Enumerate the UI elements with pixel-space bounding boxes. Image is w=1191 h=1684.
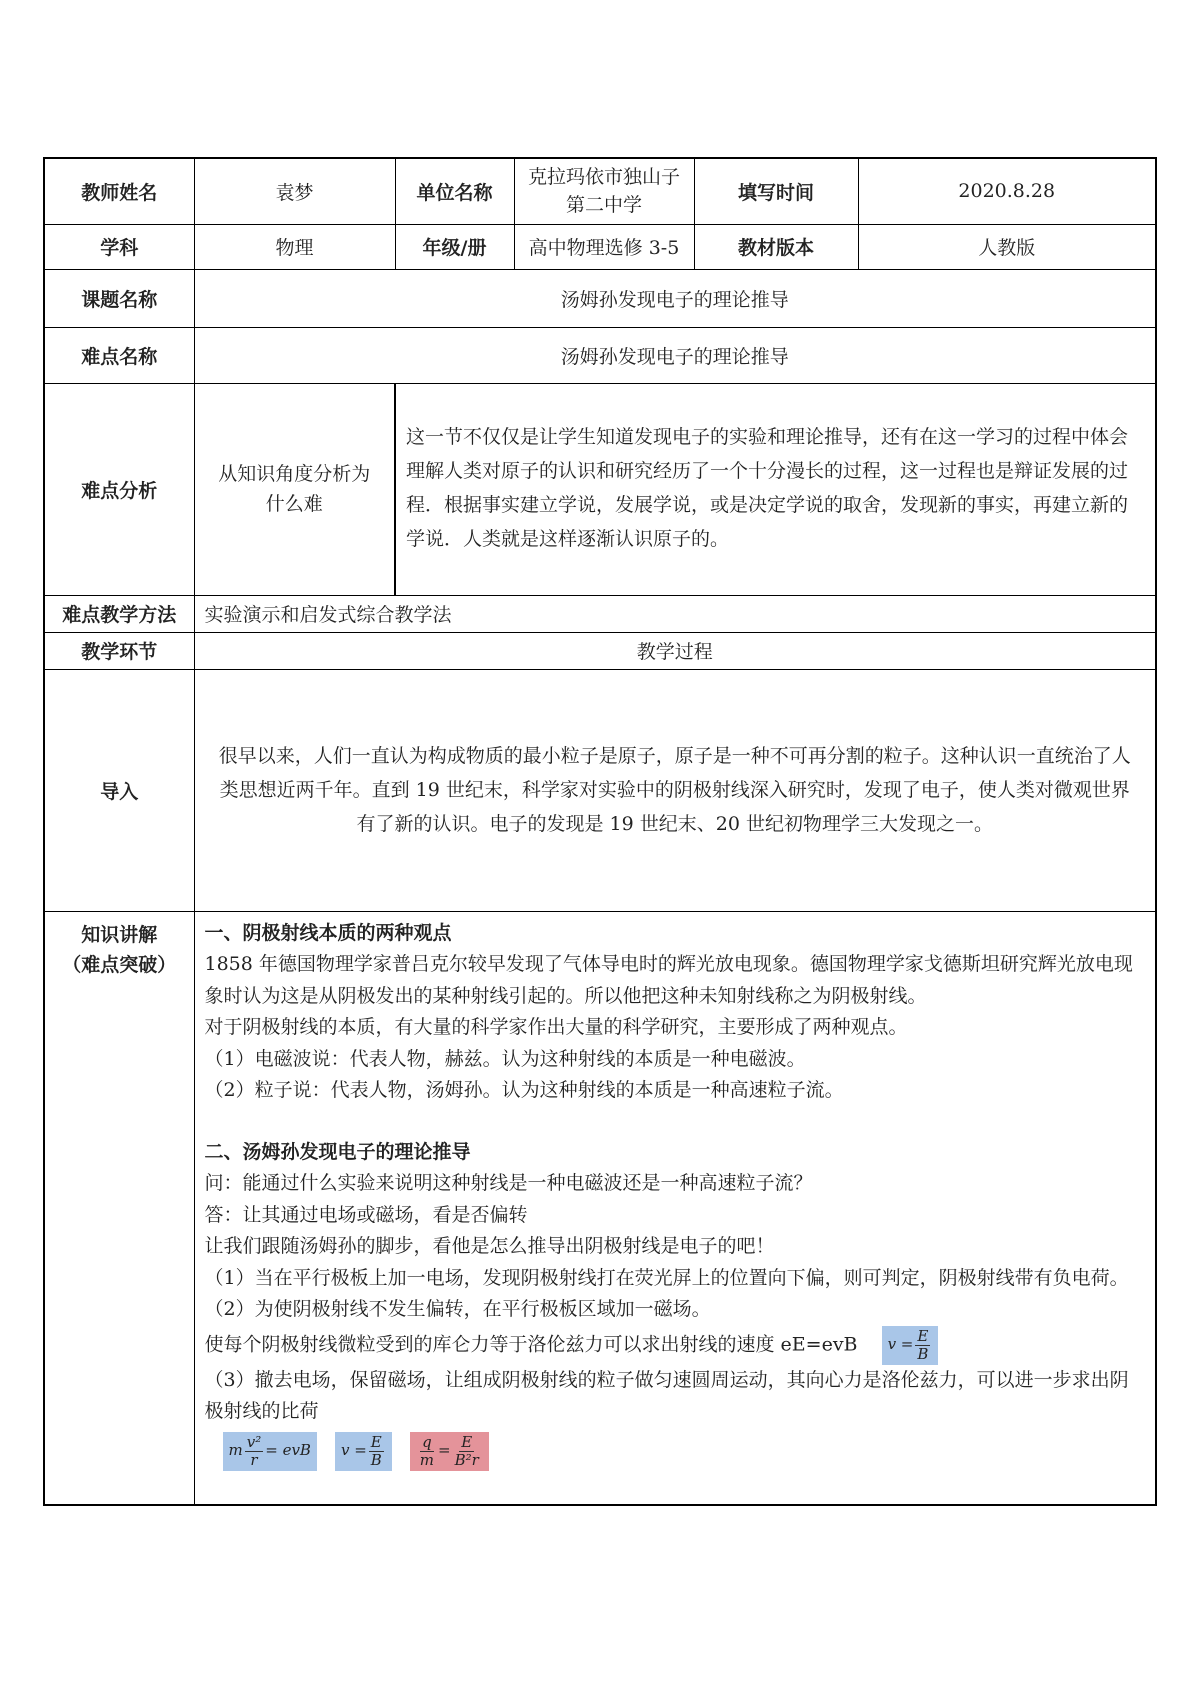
velocity-lhs-2: v = [340,1441,367,1460]
knowledge-paragraph-5: 让我们跟随汤姆孙的脚步，看他是怎么推导出阴极射线是电子的吧！ [204,1235,775,1257]
method-value: 实验演示和启发式综合教学法 [194,595,1156,632]
topic-label: 课题名称 [44,269,194,327]
velocity-formula-inline [882,1326,939,1365]
charge-mass-ratio-formula [410,1432,489,1471]
date-label: 填写时间 [694,158,858,224]
analysis-sublabel-line-1: 从知识角度分析为 [218,463,371,485]
knowledge-content [194,911,1156,1505]
teacher-label: 教师姓名 [44,158,194,224]
knowledge-paragraph-1: 1858 年德国物理学家普吕克尔较早发现了气体导电时的辉光放电现象。德国物理学家戈德斯坦研究辉光放电现象时认为这是从阴极发出的某种射线引起的。所以他把这种未知射线称之为阴极射线。 [204,953,1133,1007]
unit-label: 单位名称 [395,158,514,224]
q-over-m-fraction [418,1434,436,1469]
unit-value [514,158,694,224]
knowledge-paragraph-7: （2）为使阴极射线不发生偏转，在平行极板区域加一磁场。 [204,1298,711,1320]
knowledge-question: 问：能通过什么实验来说明这种射线是一种电磁波还是一种高速粒子流？ [204,1172,813,1194]
analysis-text: 这一节不仅仅是让学生知道发现电子的实验和理论推导，还有在这一学习的过程中体会理解人类对原子的认识和研究经历了一个十分漫长的过程，这一过程也是辩证发展的过程．根据事实建立学说，发展学说，或是决定学说的取舍，发现新的事实，再建立新的学说．人类就是这样逐渐认识原子的。 [395,383,1156,595]
knowledge-row [44,911,1156,1505]
knowledge-answer: 答：让其通过电场或磁场，看是否偏转 [204,1203,528,1226]
grade-value: 高中物理选修 3-5 [514,224,694,269]
equals-sign: = [438,1441,451,1460]
intro-label: 导入 [44,669,194,911]
analysis-label: 难点分析 [44,383,194,595]
velocity-formula [335,1432,392,1471]
knowledge-heading-1: 一、阴极射线本质的两种观点 [204,921,452,944]
centripetal-formula [223,1432,317,1471]
grade-label: 年级/册 [395,224,514,269]
edition-value: 人教版 [858,224,1156,269]
fraction-numerator-e-3: E [461,1432,473,1451]
fraction-numerator-v2: v² [246,1432,262,1451]
fraction-numerator-e: E [917,1326,929,1345]
knowledge-paragraph-8-row [205,1326,1146,1365]
knowledge-paragraph-6: （1）当在平行极板上加一电场，发现阴极射线打在荧光屏上的位置向下偏，则可判定，阴极射线带有负电荷。 [204,1266,1129,1289]
formula-row [223,1432,1146,1471]
velocity-lhs: v = [887,1335,914,1354]
analysis-row [44,383,1156,595]
process-value: 教学过程 [194,632,1156,669]
header-row-2 [44,224,1156,269]
method-label: 难点教学方法 [44,595,194,632]
fraction-denominator-b2r: B²r [454,1450,479,1469]
fraction-numerator-q: q [422,1432,432,1451]
knowledge-paragraph-8: 使每个阴极射线微粒受到的库仑力等于洛伦兹力可以求出射线的速度 eE=evB [204,1333,858,1355]
fraction-denominator-b-2: B [370,1450,382,1469]
process-label: 教学环节 [44,632,194,669]
blank-line [205,1107,1146,1137]
intro-text: 很早以来，人们一直认为构成物质的最小粒子是原子，原子是一种不可再分割的粒子。这种认识一直统治了人类思想近两千年。直到 19 世纪末，科学家对实验中的阴极射线深入研究时，发现了电子，使人类对微观世界有了新的认识。电子的发现是 19 世纪末、20 世纪初物理学三大发现之一。 [194,669,1156,911]
subject-value: 物理 [194,224,395,269]
lesson-plan-table [43,157,1157,1506]
intro-row [44,669,1156,911]
difficulty-label: 难点名称 [44,327,194,383]
e-over-b2r-fraction [453,1434,481,1469]
edition-label: 教材版本 [694,224,858,269]
subject-label: 学科 [44,224,194,269]
topic-row [44,269,1156,327]
analysis-sublabel-line-2: 什么难 [265,493,323,515]
knowledge-label [44,911,194,1505]
e-over-b-fraction [915,1328,930,1363]
knowledge-paragraph-3: （1）电磁波说：代表人物，赫兹。认为这种射线的本质是一种电磁波。 [204,1047,806,1070]
unit-value-line-2: 第二中学 [565,194,642,217]
knowledge-paragraph-2: 对于阴极射线的本质，有大量的科学家作出大量的科学研究，主要形成了两种观点。 [204,1016,908,1038]
knowledge-heading-2: 二、汤姆孙发现电子的理论推导 [204,1140,471,1163]
knowledge-paragraph-4: （2）粒子说：代表人物，汤姆孙。认为这种射线的本质是一种高速粒子流。 [204,1079,844,1101]
difficulty-row [44,327,1156,383]
knowledge-label-line-2: （难点突破） [62,953,177,976]
mass-symbol: m [228,1441,243,1460]
fraction-denominator-r: r [250,1450,258,1469]
knowledge-paragraph-9: （3）撤去电场，保留磁场，让组成阴极射线的粒子做匀速圆周运动，其向心力是洛伦兹力，可以进一步求出阴极射线的比荷 [204,1368,1129,1422]
fraction-denominator-m: m [419,1450,435,1469]
fraction-denominator-b: B [917,1344,929,1363]
evb-rhs: = evB [265,1441,311,1460]
analysis-sublabel [194,383,395,595]
v2-over-r-fraction [245,1434,264,1469]
difficulty-value: 汤姆孙发现电子的理论推导 [194,327,1156,383]
method-row [44,595,1156,632]
e-over-b-fraction-2 [369,1434,384,1469]
unit-value-line-1: 克拉玛依市独山子 [527,166,680,189]
topic-value: 汤姆孙发现电子的理论推导 [194,269,1156,327]
date-value: 2020.8.28 [858,158,1156,224]
header-row-1 [44,158,1156,224]
teacher-value: 袁梦 [194,158,395,224]
fraction-numerator-e-2: E [370,1432,382,1451]
knowledge-label-line-1: 知识讲解 [81,923,158,946]
process-row [44,632,1156,669]
